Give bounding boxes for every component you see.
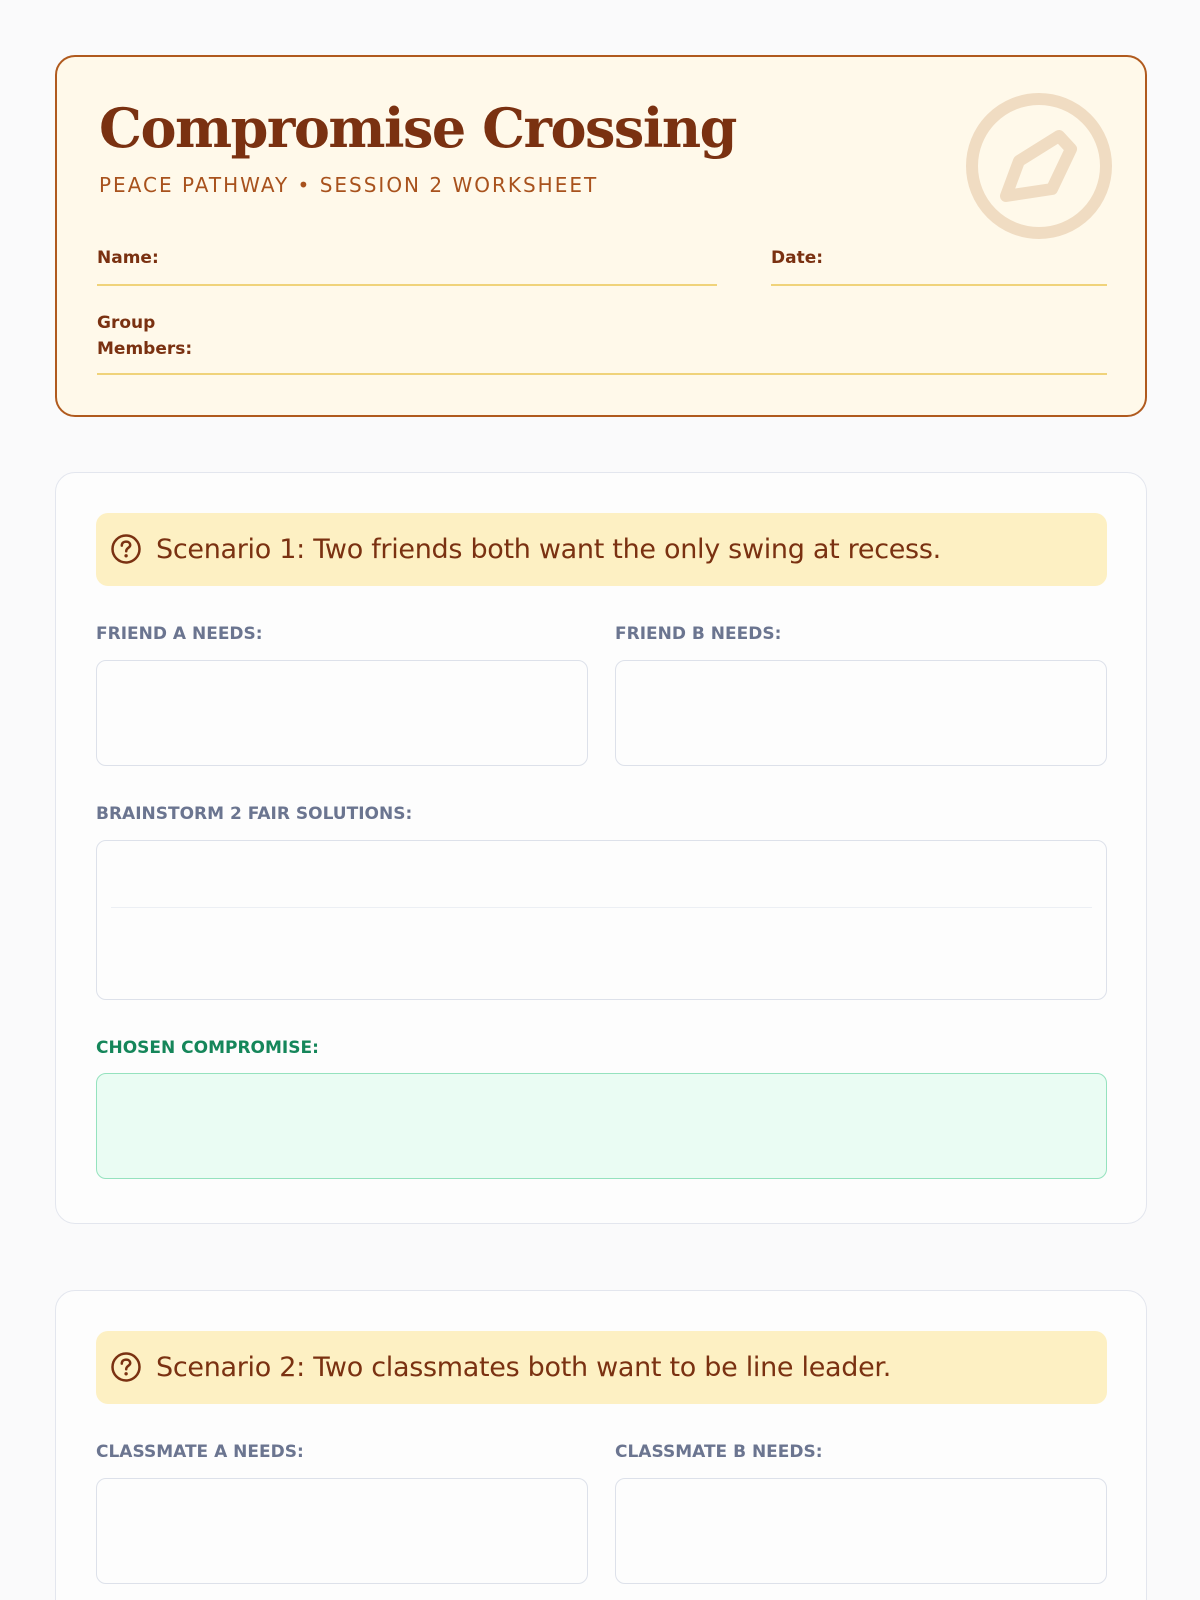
scenario-2-title: Scenario 2: Two classmates both want to be line leader. xyxy=(156,1352,892,1383)
compass-icon xyxy=(964,91,1114,241)
name-input-line[interactable] xyxy=(97,284,717,286)
date-input-line[interactable] xyxy=(771,284,1107,286)
classmate-a-label: CLASSMATE A NEEDS: xyxy=(96,1442,304,1462)
brainstorm-solutions-field[interactable] xyxy=(96,840,1107,1000)
header-card xyxy=(55,55,1147,417)
scenario-1-title: Scenario 1: Two friends both want the only swing at recess. xyxy=(156,534,941,565)
question-circle-icon xyxy=(110,533,142,565)
scenario-1-banner xyxy=(96,513,1107,586)
classmate-b-needs-field[interactable] xyxy=(615,1478,1107,1584)
scenario-2-card xyxy=(55,1290,1147,1600)
classmate-a-needs-field[interactable] xyxy=(96,1478,588,1584)
friend-a-needs-field[interactable] xyxy=(96,660,588,766)
question-circle-icon xyxy=(110,1351,142,1383)
chosen-compromise-field[interactable] xyxy=(96,1073,1107,1179)
friend-a-label: FRIEND A NEEDS: xyxy=(96,624,263,644)
group-members-input-line[interactable] xyxy=(97,373,1107,375)
page-title: Compromise Crossing xyxy=(99,96,736,160)
brainstorm-divider xyxy=(111,907,1092,908)
scenario-2-banner xyxy=(96,1331,1107,1404)
brainstorm-label: BRAINSTORM 2 FAIR SOLUTIONS: xyxy=(96,804,413,824)
group-label-line2: Members: xyxy=(97,339,193,359)
group-label-line1: Group xyxy=(97,313,156,333)
friend-b-needs-field[interactable] xyxy=(615,660,1107,766)
chosen-compromise-label: CHOSEN COMPROMISE: xyxy=(96,1038,319,1058)
classmate-b-label: CLASSMATE B NEEDS: xyxy=(615,1442,823,1462)
name-label: Name: xyxy=(97,248,159,268)
date-label: Date: xyxy=(771,248,824,268)
page-subtitle: PEACE PATHWAY • SESSION 2 WORKSHEET xyxy=(99,173,599,197)
friend-b-label: FRIEND B NEEDS: xyxy=(615,624,782,644)
scenario-1-card xyxy=(55,472,1147,1224)
group-members-label xyxy=(97,310,192,362)
